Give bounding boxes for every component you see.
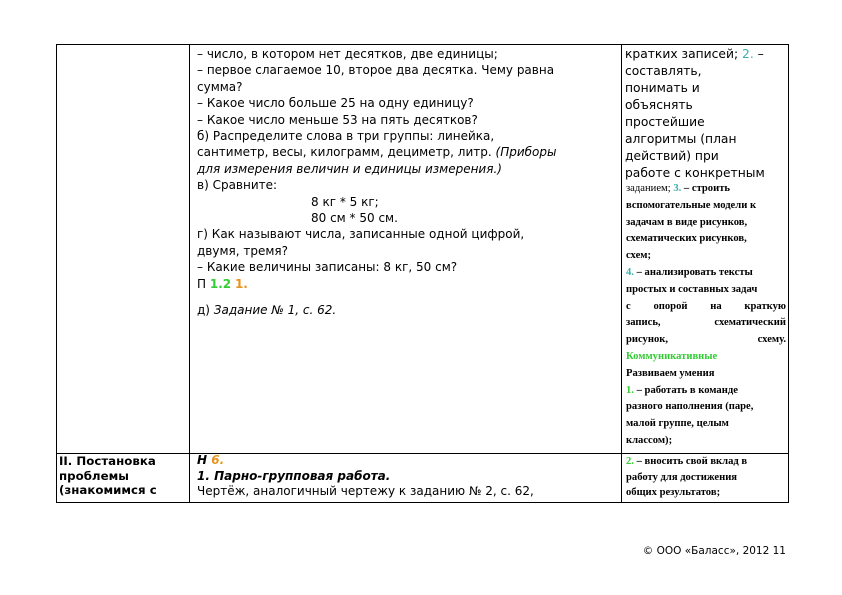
skill-text: заданием;	[626, 183, 674, 194]
stage-title-line: проблемы	[59, 468, 129, 483]
skill-text: – вносить свой вклад в	[633, 456, 748, 467]
task-line: б) Распределите слова в три группы: линейка,	[197, 129, 495, 144]
skill-line: составлять,	[625, 64, 702, 78]
skill-reference-prefix: Н	[197, 453, 212, 467]
task-line: – Какие величины записаны: 8 кг, 50 см?	[197, 260, 458, 275]
stage-skills-cell	[626, 454, 786, 501]
skill-line	[626, 181, 786, 198]
table-border-bottom	[56, 502, 789, 503]
task-line-text: д)	[197, 303, 214, 318]
task-line: – число, в котором нет десятков, две единицы;	[197, 47, 498, 61]
skill-text: – работать в команде	[633, 384, 738, 396]
skill-line: общих результатов;	[626, 487, 721, 498]
column-divider-2	[621, 44, 622, 503]
stage-title-line: II. Постановка	[59, 454, 156, 468]
skill-line: рисунок, схему.	[626, 334, 786, 346]
skill-number-teal: 2.	[742, 47, 754, 61]
skill-reference	[197, 453, 619, 469]
task-line: – первое слагаемое 10, второе два десятка. Чему равна	[197, 63, 555, 78]
skill-line: разного наполнения (паре,	[626, 401, 754, 413]
skill-number-green: 2.	[626, 456, 634, 467]
task-line-text: сантиметр, весы, килограмм, дециметр, литр.	[197, 145, 496, 160]
skill-line: с опорой на краткую	[626, 300, 786, 312]
assignment-reference: Задание № 1, с. 62.	[213, 303, 337, 318]
skill-text: кратких записей;	[625, 47, 743, 61]
task-line: г) Как называют числа, записанные одной цифрой,	[197, 227, 525, 242]
skill-line: малой группе, целым	[626, 418, 729, 430]
skills-cell-bottom	[626, 181, 786, 450]
copyright-footer: © ООО «Баласс», 2012 11	[642, 545, 786, 557]
task-line	[197, 302, 619, 318]
skills-cell-top	[625, 46, 787, 182]
task-line: – Какое число больше 25 на одну единицу?	[197, 96, 474, 111]
task-content-cell	[193, 46, 619, 319]
task-line: двумя, тремя?	[197, 243, 289, 258]
table-border-right	[788, 44, 789, 503]
skill-number-teal: 3.	[673, 183, 682, 194]
task-line: в) Сравните:	[197, 178, 278, 193]
skill-number-green: 1.	[626, 384, 634, 396]
skill-line: схем;	[626, 250, 652, 262]
compare-expression: 80 см * 50 см.	[311, 211, 398, 226]
task-line: Чертёж, аналогичный чертежу к заданию № 2, с. 62,	[197, 484, 534, 498]
section-heading-communicative: Коммуникативные	[626, 350, 718, 362]
skill-number-teal: 4.	[626, 266, 634, 278]
skill-line	[626, 383, 786, 400]
skill-line: простых и составных задач	[626, 283, 758, 295]
lesson-table	[56, 44, 789, 503]
skill-line: объяснять	[625, 98, 693, 112]
activity-title: 1. Парно-групповая работа.	[197, 468, 391, 483]
task-note-italic: (Приборы	[495, 145, 557, 160]
task-line	[197, 144, 619, 160]
skill-line: вспомогательные модели к	[626, 199, 757, 211]
skill-line: работу для достижения	[626, 471, 738, 483]
skill-line: понимать и	[625, 81, 700, 95]
skill-reference-prefix: П	[197, 276, 210, 291]
skill-line	[625, 46, 787, 63]
skill-number-orange: 1.	[234, 276, 248, 291]
skill-text: – строить	[681, 183, 731, 194]
table-border-left	[56, 44, 57, 503]
stage-title-line: (знакомимся с	[59, 483, 157, 497]
skill-line: действий) при	[625, 149, 719, 163]
compare-expression: 8 кг * 5 кг;	[311, 194, 379, 209]
skill-line: запись, схематический	[626, 317, 786, 329]
stage-title-cell	[59, 454, 189, 498]
task-line: сумма?	[197, 79, 243, 94]
skill-text: – анализировать тексты	[633, 266, 753, 278]
skill-reference	[197, 276, 619, 292]
column-divider-1	[189, 44, 190, 503]
skill-line: работе с конкретным	[625, 166, 765, 180]
skill-line	[626, 454, 786, 470]
skill-line: схематических рисунков,	[626, 233, 747, 245]
section-subheading: Развиваем умения	[626, 367, 715, 379]
skill-line: алгоритмы (план	[625, 132, 737, 146]
task-line: – Какое число меньше 53 на пять десятков?	[197, 112, 478, 127]
skill-line	[626, 265, 786, 282]
skill-text: –	[753, 47, 764, 61]
skill-number-green: 1.	[209, 276, 223, 291]
table-border-top	[56, 44, 789, 45]
skill-number-green: 2	[222, 276, 232, 291]
skill-line: классом);	[626, 434, 673, 446]
skill-line: задачам в виде рисунков,	[626, 216, 748, 228]
skill-line: простейшие	[625, 115, 705, 129]
stage-task-cell	[193, 453, 619, 500]
skill-number-orange: 6.	[211, 453, 225, 467]
task-note-italic: для измерения величин и единицы измерения.)	[197, 161, 502, 176]
